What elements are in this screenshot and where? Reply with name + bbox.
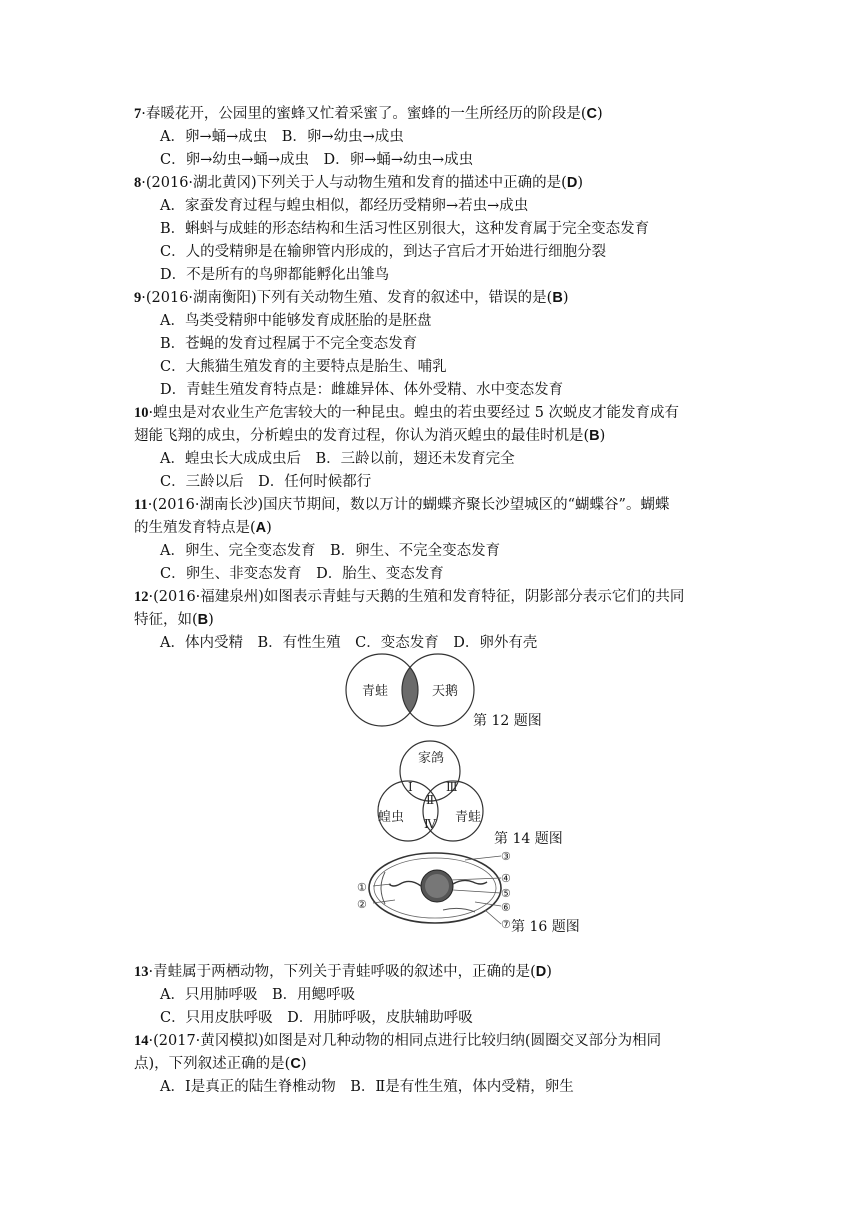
- chalaza-left: [389, 881, 421, 886]
- question-12-stem-cont: 特征，如(B): [134, 612, 214, 628]
- venn-region-3: Ⅲ: [446, 780, 458, 794]
- marker-5: ⑤: [501, 887, 511, 900]
- option-line: A．Ⅰ是真正的陆生脊椎动物 B．Ⅱ是有性生殖，体内受精，卵生: [160, 1079, 574, 1095]
- venn-label-bottom-right: 青蛙: [455, 810, 482, 825]
- option-line: C．卵生、非变态发育 D．胎生、变态发育: [160, 566, 444, 582]
- venn-region-4: Ⅳ: [424, 817, 436, 831]
- venn-label-bottom-left: 蝗虫: [378, 810, 405, 825]
- figure-14-venn: [368, 738, 492, 846]
- marker-3: ③: [501, 850, 511, 863]
- chalaza-right: [453, 880, 487, 884]
- option-line: C．只用皮肤呼吸 D．用肺呼吸，皮肤辅助呼吸: [160, 1010, 473, 1026]
- figure-16-caption: 第 16 题图: [511, 919, 580, 935]
- leader-5: [453, 890, 501, 893]
- option-line: C．人的受精卵是在输卵管内形成的，到达子宫后才开始进行细胞分裂: [160, 244, 607, 260]
- figure-12-caption: 第 12 题图: [473, 713, 542, 729]
- venn-region-1: Ⅰ: [408, 780, 413, 794]
- answer-7: C: [586, 106, 597, 122]
- answer-13: D: [535, 964, 547, 980]
- marker-2: ②: [357, 898, 367, 911]
- question-11-stem-cont: 的生殖发育特点是(A): [134, 520, 272, 536]
- venn-label-top: 家鸽: [418, 751, 445, 766]
- figure-12-venn: [340, 652, 480, 728]
- venn-region-2: Ⅱ: [426, 793, 435, 807]
- option-line: A．蝗虫长大成成虫后 B．三龄以前，翅还未发育完全: [160, 451, 515, 467]
- option-line: C．三龄以后 D．任何时候都行: [160, 474, 372, 490]
- question-8-stem: 8·(2016·湖北黄冈)下列关于人与动物生殖和发育的描述中正确的是(D): [134, 175, 583, 191]
- answer-10: B: [589, 428, 600, 444]
- option-line: B．蝌蚪与成蛙的形态结构和生活习性区别很大，这种发育属于完全变态发育: [160, 221, 650, 237]
- option-line: A．只用肺呼吸 B．用鳃呼吸: [160, 987, 356, 1003]
- answer-14: C: [290, 1056, 301, 1072]
- marker-6: ⑥: [501, 901, 511, 914]
- option-line: A．鸟类受精卵中能够发育成胚胎的是胚盘: [160, 313, 432, 329]
- question-9-stem: 9·(2016·湖南衡阳)下列有关动物生殖、发育的叙述中，错误的是(B): [134, 290, 569, 306]
- venn-label-left: 青蛙: [362, 684, 389, 699]
- answer-8: D: [566, 175, 578, 191]
- albumen-mark: [443, 908, 475, 912]
- option-line: C．卵→幼虫→蛹→成虫 D．卵→蛹→幼虫→成虫: [160, 152, 474, 168]
- option-line: D．不是所有的鸟卵都能孵化出雏鸟: [160, 267, 390, 283]
- question-14-stem-cont: 点)，下列叙述正确的是(C): [134, 1056, 307, 1072]
- question-11-stem: 11·(2016·湖南长沙)国庆节期间，数以万计的蝴蝶齐聚长沙望城区的“蝴蝶谷”。蝴蝶: [134, 497, 670, 513]
- question-10-stem: 10·蝗虫是对农业生产危害较大的一种昆虫。蝗虫的若虫要经过 5 次蜕皮才能发育成有: [134, 405, 680, 421]
- question-10-stem-cont: 翅能飞翔的成虫，分析蝗虫的发育过程，你认为消灭蝗虫的最佳时机是(B): [134, 428, 606, 444]
- leader-1: [373, 884, 391, 886]
- marker-4: ④: [501, 872, 511, 885]
- question-7-stem: 7·春暖花开，公园里的蜜蜂又忙着采蜜了。蜜蜂的一生所经历的阶段是(C): [134, 106, 603, 122]
- option-line: D．青蛙生殖发育特点是：雌雄异体、体外受精、水中变态发育: [160, 382, 564, 398]
- leader-7: [485, 910, 501, 924]
- option-line: A．卵生、完全变态发育 B．卵生、不完全变态发育: [160, 543, 501, 559]
- option-line: A．体内受精 B．有性生殖 C．变态发育 D．卵外有壳: [160, 635, 538, 651]
- option-line: C．大熊猫生殖发育的主要特点是胎生、哺乳: [160, 359, 447, 375]
- question-13-stem: 13·青蛙属于两栖动物，下列关于青蛙呼吸的叙述中，正确的是(D): [134, 964, 552, 980]
- option-line: A．卵→蛹→成虫 B．卵→幼虫→成虫: [160, 129, 404, 145]
- answer-11: A: [255, 520, 267, 536]
- question-14-stem: 14·(2017·黄冈模拟)如图是对几种动物的相同点进行比较归纳(圆圈交叉部分为相同: [134, 1033, 662, 1049]
- marker-1: ①: [357, 881, 367, 894]
- option-line: A．家蚕发育过程与蝗虫相似，都经历受精卵→若虫→成虫: [160, 198, 529, 214]
- figure-14-caption: 第 14 题图: [494, 831, 563, 847]
- venn-label-right: 天鹅: [432, 684, 459, 699]
- option-line: B．苍蝇的发育过程属于不完全变态发育: [160, 336, 418, 352]
- question-12-stem: 12·(2016·福建泉州)如图表示青蛙与天鹅的生殖和发育特征，阴影部分表示它们的共同: [134, 589, 685, 605]
- figure-16-egg-diagram: [355, 848, 515, 934]
- air-cell: [381, 872, 385, 904]
- yolk-inner: [425, 874, 449, 898]
- marker-7: ⑦: [501, 918, 511, 931]
- answer-9: B: [552, 290, 563, 306]
- answer-12: B: [197, 612, 209, 628]
